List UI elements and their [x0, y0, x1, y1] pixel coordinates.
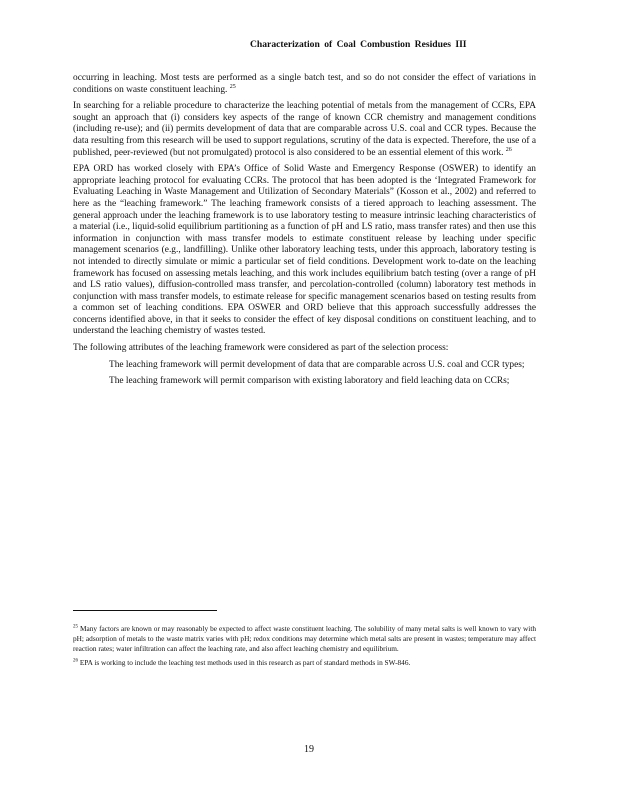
- page-number: 19: [304, 744, 314, 755]
- paragraph: The following attributes of the leaching framework were considered as part of the selection process:: [73, 343, 449, 354]
- footnote-number: 25: [73, 624, 78, 630]
- footnotes: [73, 624, 536, 673]
- footnote: $^{26}$ EPA is working to include the leaching test methods used in this research as part of standard methods in SW-846.: [73, 658, 411, 668]
- footnote-separator: [73, 610, 217, 611]
- paragraph: EPA ORD has worked closely with EPA’s Office of Solid Waste and Emergency Response (OSWER) to identify an appropriate leaching protocol for evaluating CCRs. The protocol that has been adopted is the ‘Integrated Framework for Evaluating Leaching in Waste Management and Utilization of Secondary Materials” (Kosson et al., 2002) and referred to here as the “leaching framework.” The leaching framework consists of a tiered approach to leaching assessment. The general approach under the leaching framework is to use laboratory testing to measure intrinsic leaching characteristics of a material (i.e., liquid-solid equilibrium partitioning as a function of pH and LS ratio, mass transfer rates) and then use this information in conjunction with mass transfer models to estimate constituent release by leaching under specific management scenarios (e.g., landfilling). Unlike other laboratory leaching tests, under this approach, laboratory testing is not intended to directly simulate or mimic a particular set of field conditions. Development work to-date on the leaching framework has focused on assessing metals leaching, and this work includes equilibrium batch testing (over a range of pH and LS ratio values), diffusion-controlled mass transfer, and percolation-controlled (column) laboratory test methods in conjunction with mass transfer models, to estimate release for specific management scenarios based on testing results from a common set of leaching conditions. EPA OSWER and ORD believe that this approach successfully addresses the concerns identified above, in that it seeks to consider the effect of key disposal conditions on constituent leaching, and to understand the leaching chemistry of wastes tested.: [73, 164, 536, 337]
- running-header: Characterization of Coal Combustion Residues III: [250, 39, 467, 50]
- paragraph: occurring in leaching. Most tests are performed as a single batch test, and so do not consider the effect of variations in conditions on waste constituent leaching. $^{25}$: [73, 73, 536, 95]
- footnote: $^{25}$ Many factors are known or may reasonably be expected to affect waste constituent leaching. The solubility of many metal salts is well known to vary with pH; adsorption of metals to the waste matrix varies with pH; redox conditions may determine which metal salts are present in wastes; temperature may affect reaction rates; water infiltration can affect the leaching rate, and also affect leaching chemistry and equilibrium.: [73, 624, 536, 653]
- footnote-ref: 26: [505, 146, 512, 153]
- footnote-number: 26: [73, 658, 78, 664]
- paragraph: In searching for a reliable procedure to characterize the leaching potential of metals from the management of CCRs, EPA sought an approach that (i) considers key aspects of the range of known CCR chemistry and management conditions (including re-use); and (ii) permits development of data that are comparable across U.S. coal and CCR types. Because the data resulting from this research will be used to support regulations, scrutiny of the data is expected. Therefore, the use of a published, peer-reviewed (but not promulgated) protocol is also considered to be an essential element of this work. $^{26}$: [73, 101, 536, 158]
- list-item: The leaching framework will permit development of data that are comparable across U.S. coal and CCR types;: [109, 359, 525, 370]
- footnote-ref: 25: [229, 83, 236, 90]
- list-item: The leaching framework will permit comparison with existing laboratory and field leaching data on CCRs;: [109, 376, 510, 387]
- body-text: [73, 73, 536, 393]
